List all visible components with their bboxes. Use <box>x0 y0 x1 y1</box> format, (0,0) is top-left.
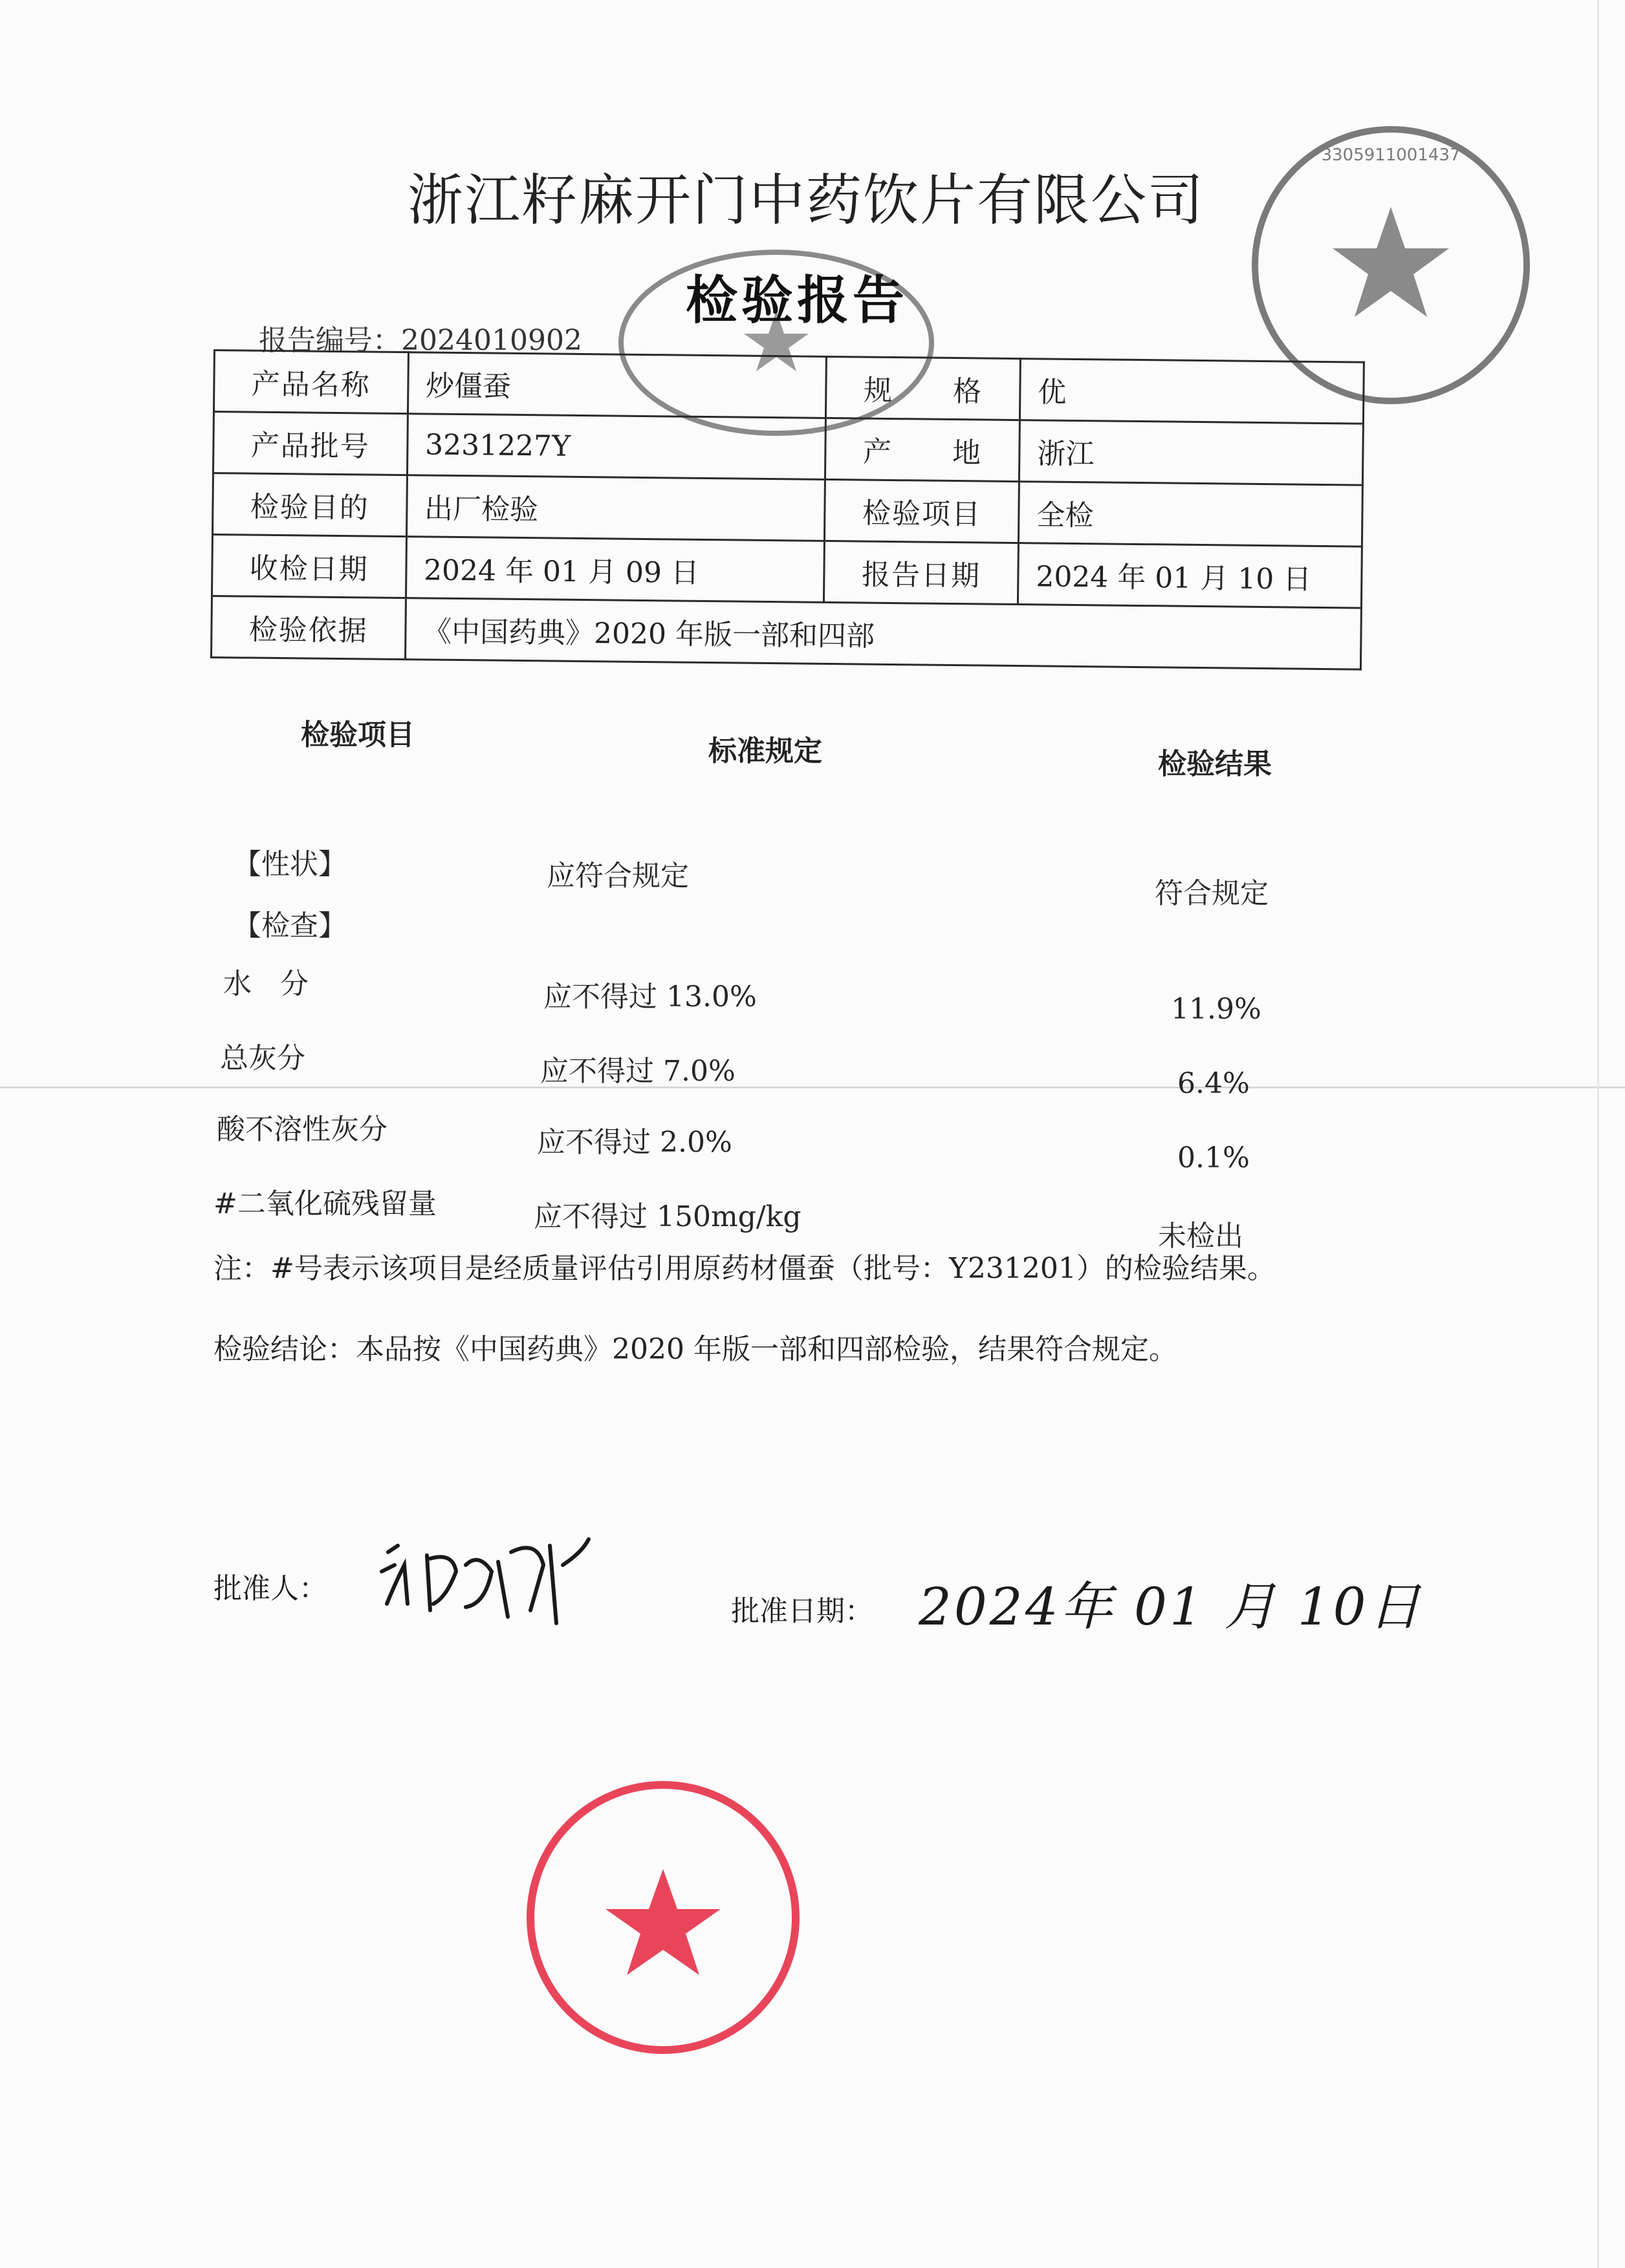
header-result: 检验结果 <box>1158 748 1272 781</box>
item-label: 检验项目 <box>825 479 1020 543</box>
section-character: 【性状】 <box>233 848 347 881</box>
report-date-value: 2024 年 01 月 10 日 <box>1018 543 1362 609</box>
result-value: 0.1% <box>1177 1141 1250 1174</box>
report-number-label: 报告编号： <box>259 324 401 357</box>
receive-date-value: 2024 年 01 月 09 日 <box>406 537 825 603</box>
info-row <box>213 412 1363 486</box>
batch-label: 产品批号 <box>213 412 408 475</box>
spec-value: 优 <box>1020 359 1364 424</box>
result-item: 水 分 <box>223 967 309 1000</box>
result-item: 总灰分 <box>220 1042 305 1075</box>
paper-edge <box>1597 0 1599 2268</box>
report-date-label: 报告日期 <box>824 541 1019 604</box>
info-row <box>212 596 1362 669</box>
result-standard: 应不得过 150mg/kg <box>534 1200 802 1233</box>
character-result: 符合规定 <box>1155 877 1269 910</box>
result-item: #二氧化硫残留量 <box>213 1187 437 1220</box>
purpose-label: 检验目的 <box>212 473 407 537</box>
note-text: 注：#号表示该项目是经质量评估引用原药材僵蚕（批号：Y231201）的检验结果。 <box>213 1252 1276 1285</box>
character-standard: 应符合规定 <box>547 859 689 892</box>
report-number-value: 2024010902 <box>401 324 582 357</box>
spec-label: 规 格 <box>826 356 1021 420</box>
header-standard: 标准规定 <box>708 735 822 768</box>
batch-value: 3231227Y <box>407 414 826 480</box>
origin-value: 浙江 <box>1019 420 1363 486</box>
result-value: 11.9% <box>1171 993 1261 1026</box>
purpose-value: 出厂检验 <box>406 475 825 541</box>
result-standard: 应不得过 13.0% <box>543 980 757 1013</box>
product-name-label: 产品名称 <box>213 351 408 414</box>
receive-date-label: 收检日期 <box>212 535 407 598</box>
basis-value: 《中国药典》2020 年版一部和四部 <box>405 598 1361 669</box>
result-value: 6.4% <box>1177 1067 1250 1100</box>
result-standard: 应不得过 2.0% <box>537 1126 732 1159</box>
svg-text:3305911001437: 3305911001437 <box>1321 146 1461 165</box>
info-row <box>212 473 1362 547</box>
result-standard: 应不得过 7.0% <box>540 1055 736 1088</box>
info-row <box>213 351 1364 424</box>
section-check: 【检查】 <box>233 909 347 942</box>
report-title: 检验报告 <box>686 270 908 330</box>
info-row <box>212 535 1362 609</box>
info-table <box>210 349 1365 671</box>
approve-date-handwritten: 2024年 01 月 10日 <box>919 1577 1423 1637</box>
approve-date-label: 批准日期： <box>731 1595 873 1628</box>
basis-label: 检验依据 <box>212 596 406 659</box>
item-value: 全检 <box>1018 482 1362 547</box>
approver-signature <box>369 1526 615 1636</box>
qa-seal <box>518 1772 809 2063</box>
origin-label: 产 地 <box>825 418 1020 481</box>
header-item: 检验项目 <box>301 718 415 751</box>
result-value: 未检出 <box>1158 1220 1243 1253</box>
approver-label: 批准人： <box>213 1572 327 1605</box>
paper-fold <box>0 1086 1625 1088</box>
result-item: 酸不溶性灰分 <box>217 1113 387 1146</box>
company-name: 浙江籽麻开门中药饮片有限公司 <box>408 168 1205 233</box>
conclusion-text: 检验结论：本品按《中国药典》2020 年版一部和四部检验，结果符合规定。 <box>213 1333 1177 1366</box>
product-name-value: 炒僵蚕 <box>408 352 827 418</box>
